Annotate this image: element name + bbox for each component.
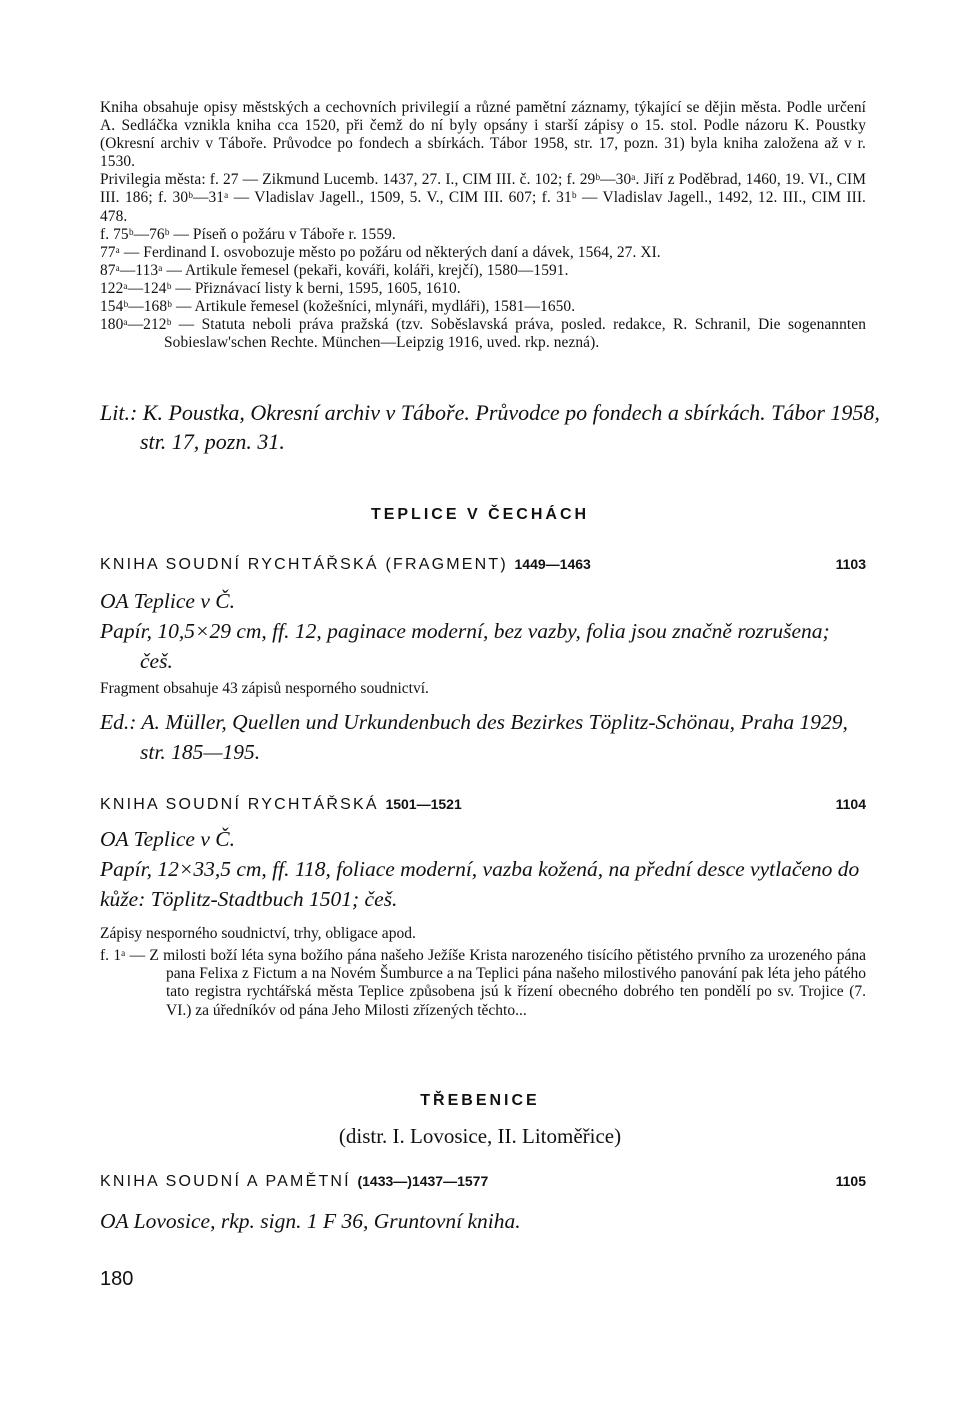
list-item: 87ᵃ—113ᵃ — Artikule řemesel (pekaři, kováři, koláři, krejčí), 1580—1591. — [100, 261, 569, 279]
intro-section — [100, 99, 866, 352]
intro-paragraph: Kniha obsahuje opisy městských a cechovních privilegií a různé pamětní záznamy, týkající se dějin města. Podle určení A. Sedláčka vznikla kniha cca 1520, při čemž do ní byly opsány i starší zápisy o 15. stol. Podle názoru K. Poustky (Okresní archiv v Táboře. Průvodce po fondech a sbírkách. Tábor 1958, str. 17, pozn. 31) byla kniha založena až v r. 1530. — [100, 99, 866, 171]
edition-reference: Ed.: A. Müller, Quellen und Urkundenbuch des Bezirkes Töplitz-Schönau, Praha 1929, str. 185—195. — [100, 710, 848, 764]
list-item: 154ᵇ—168ᵇ — Artikule řemesel (kožešníci, mlynáři, mydláři), 1581—1650. — [100, 298, 576, 316]
entry-number: 1103 — [835, 556, 866, 572]
entry-archive-block — [100, 1206, 866, 1236]
text-excerpt: f. 1ᵃ — Z milosti boží léta syna božího pána našeho Ježíše Krista narozeného tisícího pětistého prvního za urozeného pána pana Felixa z Fictum a na Novém Šumburce a na Teplici pána našeho milostivého panování pak léta jeho pátého tato registra rychtářská města Teplice způsobena jsú k řízení obecného dobrého ten pondělí po sv. Trojice (7. VI.) za úředníkóv od pána Jeho Milosti zřízených těchto... — [100, 947, 866, 1019]
entry-years: 1501—1521 — [385, 796, 462, 812]
entry-heading — [100, 796, 866, 820]
list-item: 77ᵃ — Ferdinand I. osvobozuje město po požáru od některých daní a dávek, 1564, 27. XI. — [100, 243, 661, 261]
entry-edition — [100, 707, 866, 767]
page-number: 180 — [100, 1268, 134, 1290]
physical-description: Papír, 12×33,5 cm, ff. 118, foliace moderní, vazba kožená, na přední desce vytlačeno do kůže: Töplitz-Stadtbuch 1501; češ. — [100, 857, 860, 911]
place-heading: TEPLICE V ČECHÁCH — [370, 506, 590, 523]
entry-years: (1433—)1437—1577 — [357, 1173, 489, 1189]
entry-years: 1449—1463 — [514, 556, 591, 572]
place-heading: TŘEBENICE — [420, 1092, 540, 1109]
entry-number: 1104 — [835, 796, 866, 812]
archive-location: OA Teplice v Č. — [100, 589, 235, 613]
entry-note: Zápisy nesporného soudnictví, trhy, obligace apod. — [100, 925, 416, 942]
entry-heading — [100, 556, 866, 580]
entry-number: 1105 — [835, 1173, 866, 1189]
entry-title: KNIHA SOUDNÍ A PAMĚTNÍ — [100, 1173, 358, 1190]
list-item: f. 75ᵇ—76ᵇ — Píseň o požáru v Táboře r. 1559. — [100, 225, 396, 243]
privileges-paragraph: Privilegia města: f. 27 — Zikmund Lucemb. 1437, 27. I., CIM III. č. 102; f. 29ᵇ—30ᵃ. Jiří z Poděbrad, 1460, 19. VI., CIM III. 186; f. 30ᵇ—31ᵃ — Vladislav Jagell., 1509, 5. V., CIM III. 607; f. 31ᵇ — Vladislav Jagell., 1492, 12. III., CIM III. 478. — [100, 171, 866, 225]
physical-description: Papír, 10,5×29 cm, ff. 12, paginace moderní, bez vazby, folia jsou značně rozrušena; češ. — [100, 619, 830, 673]
entry-heading — [100, 1173, 866, 1197]
entry-archive-block — [100, 824, 866, 914]
entry-title: KNIHA SOUDNÍ RYCHTÁŘSKÁ — [100, 796, 386, 813]
list-item: 180ᵃ—212ᵇ — Statuta neboli práva pražská (tzv. Soběslavská práva, posled. redakce, R. Schranil, Die sogenannten Sobieslaw'schen Rechte. München—Leipzig 1916, uved. rkp. nezná). — [100, 316, 866, 352]
entry-note: Fragment obsahuje 43 zápisů nesporného soudnictví. — [100, 680, 429, 697]
archive-location: OA Teplice v Č. — [100, 827, 235, 851]
entry-title: KNIHA SOUDNÍ RYCHTÁŘSKÁ (FRAGMENT) — [100, 556, 515, 573]
entry-archive-block — [100, 586, 866, 676]
place-district: (distr. I. Lovosice, II. Litoměřice) — [338, 1124, 622, 1148]
literature-note: Lit.: K. Poustka, Okresní archiv v Táboře. Průvodce po fondech a sbírkách. Tábor 1958, str. 17, pozn. 31. — [100, 400, 880, 454]
list-item: 122ᵃ—124ᵇ — Přiznávací listy k berni, 1595, 1605, 1610. — [100, 279, 461, 297]
archive-location: OA Lovosice, rkp. sign. 1 F 36, Gruntovní kniha. — [100, 1209, 521, 1233]
